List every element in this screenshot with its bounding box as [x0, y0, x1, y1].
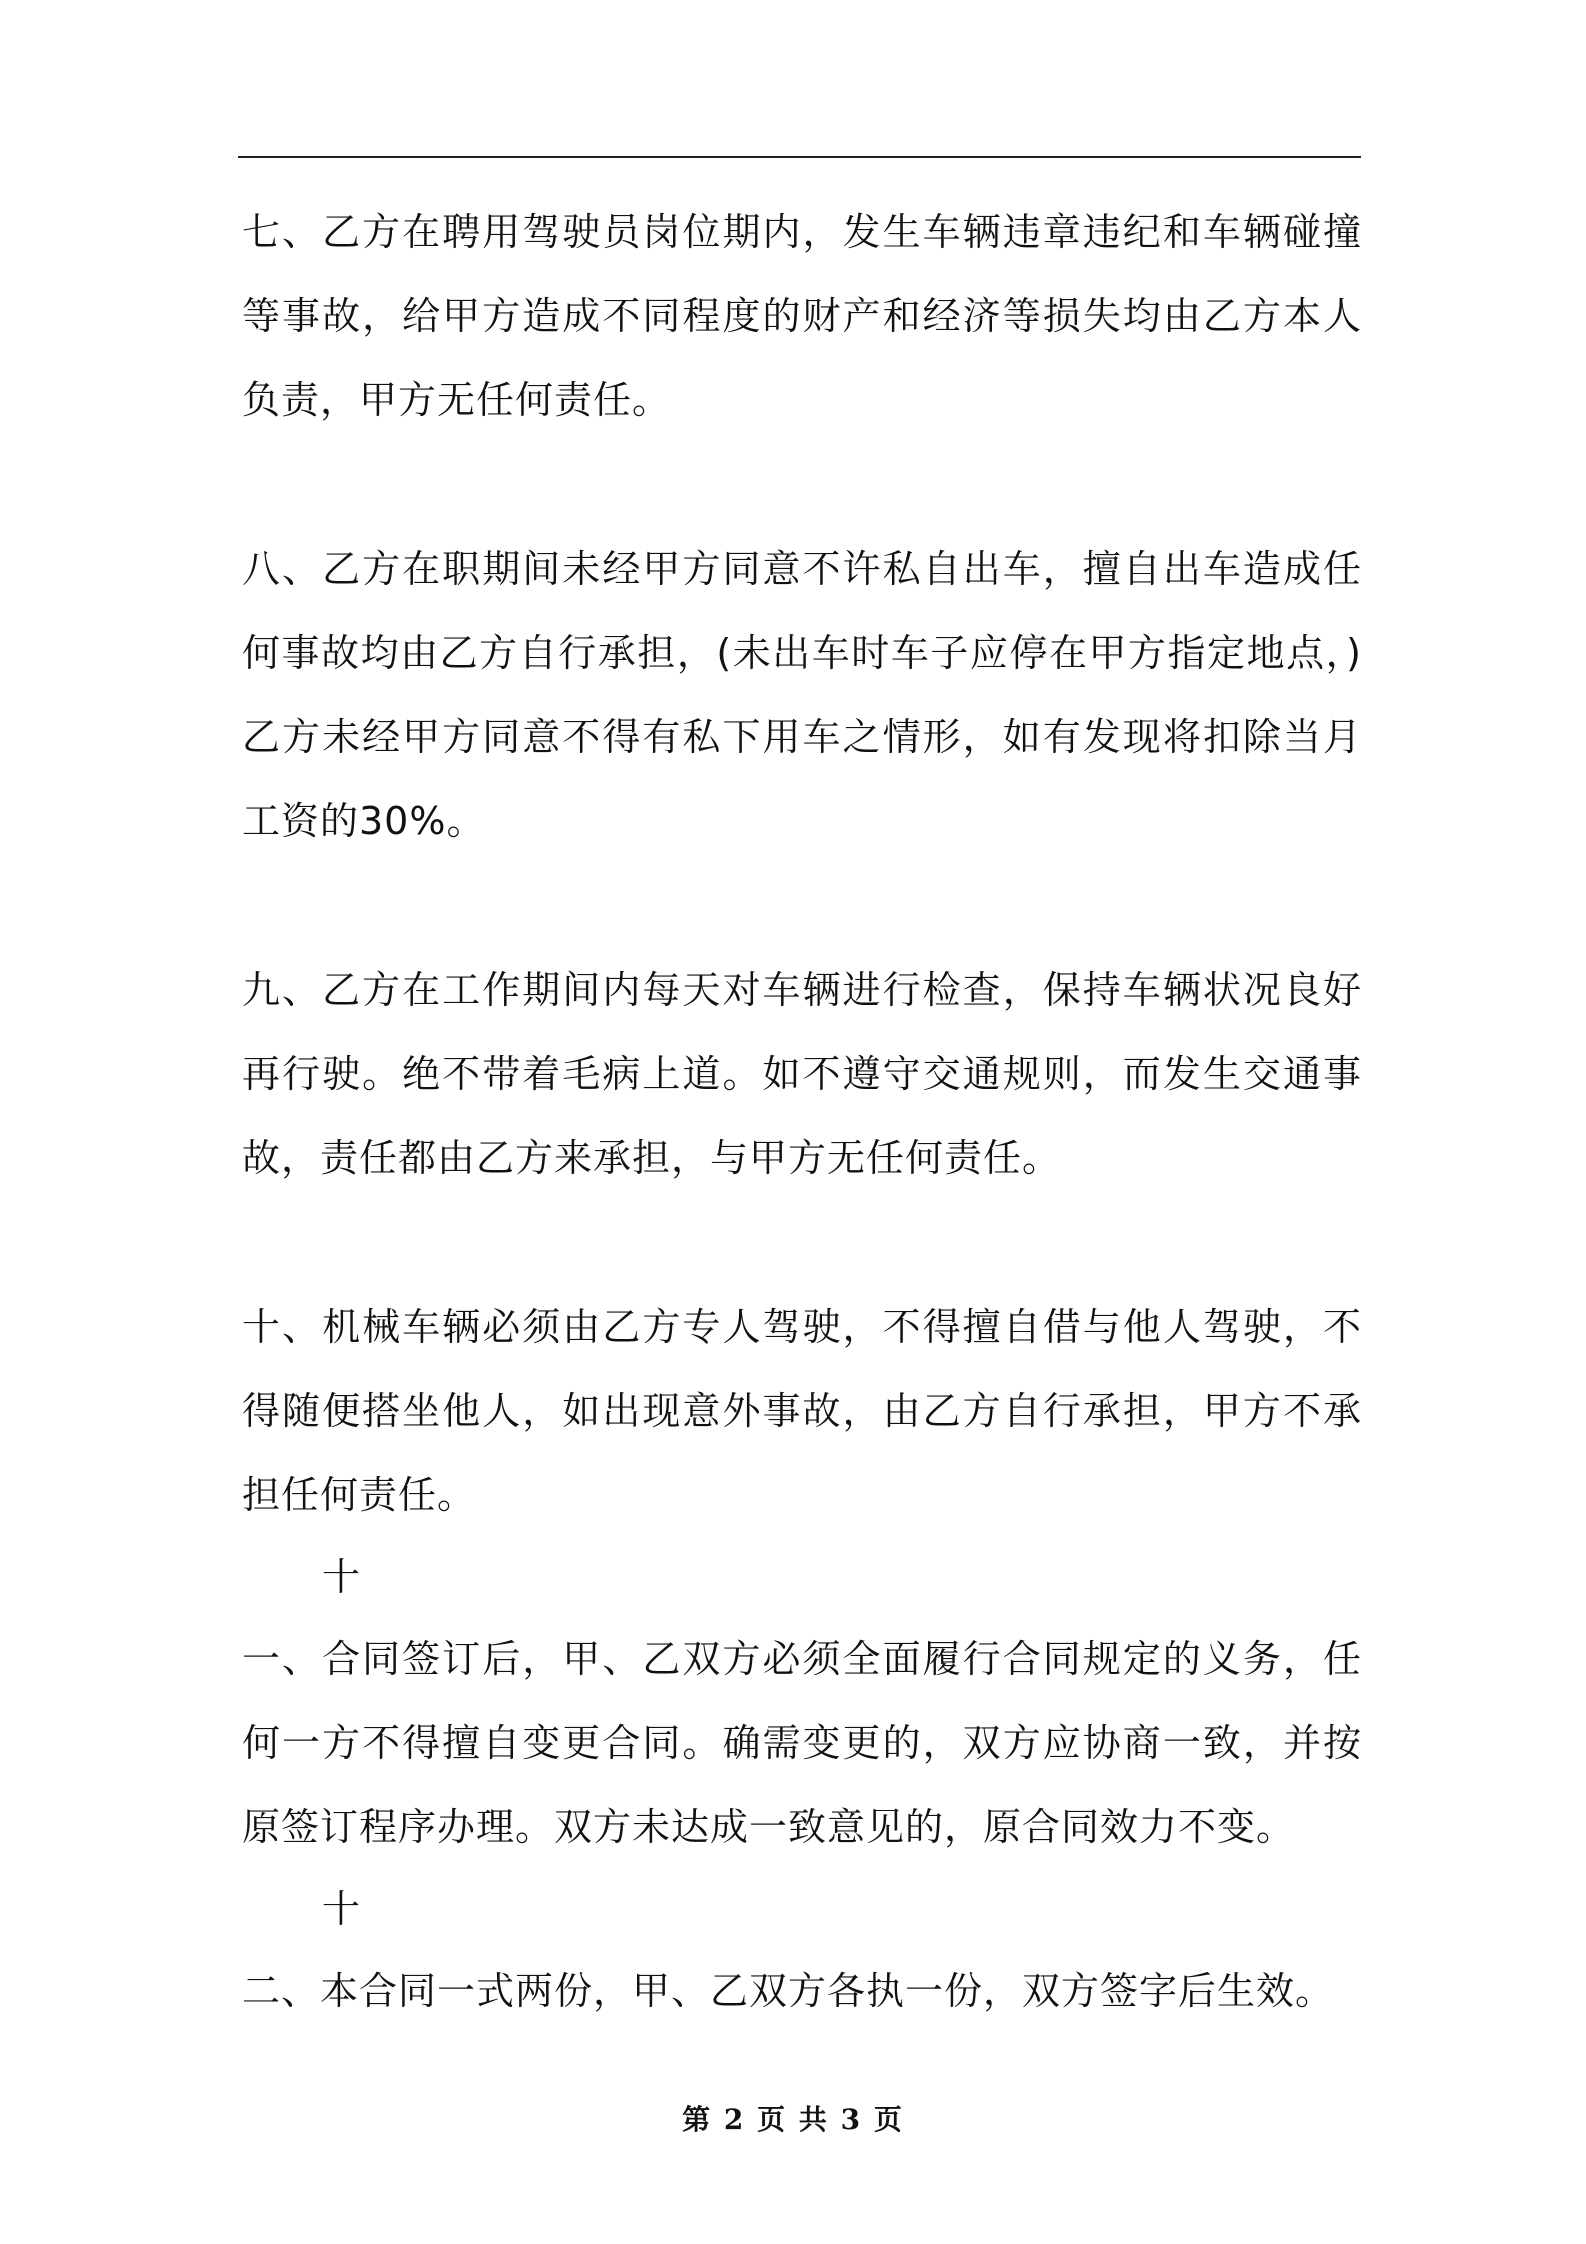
clause-11: 一、合同签订后，甲、乙双方必须全面履行合同规定的义务，任何一方不得擅自变更合同。确需变更的，双方应协商一致，并按原签订程序办理。双方未达成一致意见的，原合同效力不变。: [242, 1637, 1362, 1849]
paragraph-gap: [242, 863, 1362, 948]
clause-9: 九、乙方在工作期间内每天对车辆进行检查，保持车辆状况良好再行驶。绝不带着毛病上道。如不遵守交通规则，而发生交通事故，责任都由乙方来承担，与甲方无任何责任。: [242, 968, 1362, 1180]
document-body: [242, 190, 1362, 2033]
clause-11-number-prefix: 十: [322, 1555, 361, 1599]
page-label-prefix: 第: [682, 2103, 713, 2136]
clause-8: 八、乙方在职期间未经甲方同意不许私自出车，擅自出车造成任何事故均由乙方自行承担，(未出车时车子应停在甲方指定地点，)乙方未经甲方同意不得有私下用车之情形，如有发现将扣除当月工资的30%。: [242, 547, 1362, 843]
page-footer: [0, 2098, 1586, 2138]
clause-12: 二、本合同一式两份，甲、乙双方各执一份，双方签字后生效。: [242, 1969, 1335, 2013]
paragraph-gap: [242, 1200, 1362, 1285]
page-number: 2: [723, 2103, 746, 2136]
page-label-middle: 页 共: [757, 2103, 829, 2136]
clause-10: 十、机械车辆必须由乙方专人驾驶，不得擅自借与他人驾驶，不得随便搭坐他人，如出现意外事故，由乙方自行承担，甲方不承担任何责任。: [242, 1305, 1362, 1517]
page-label-suffix: 页: [873, 2103, 904, 2136]
paragraph-gap: [242, 442, 1362, 527]
clause-12-number-prefix: 十: [322, 1887, 361, 1931]
clause-7: 七、乙方在聘用驾驶员岗位期内，发生车辆违章违纪和车辆碰撞等事故，给甲方造成不同程度的财产和经济等损失均由乙方本人负责，甲方无任何责任。: [242, 210, 1362, 422]
header-divider: [238, 156, 1361, 158]
page-total: 3: [840, 2103, 863, 2136]
